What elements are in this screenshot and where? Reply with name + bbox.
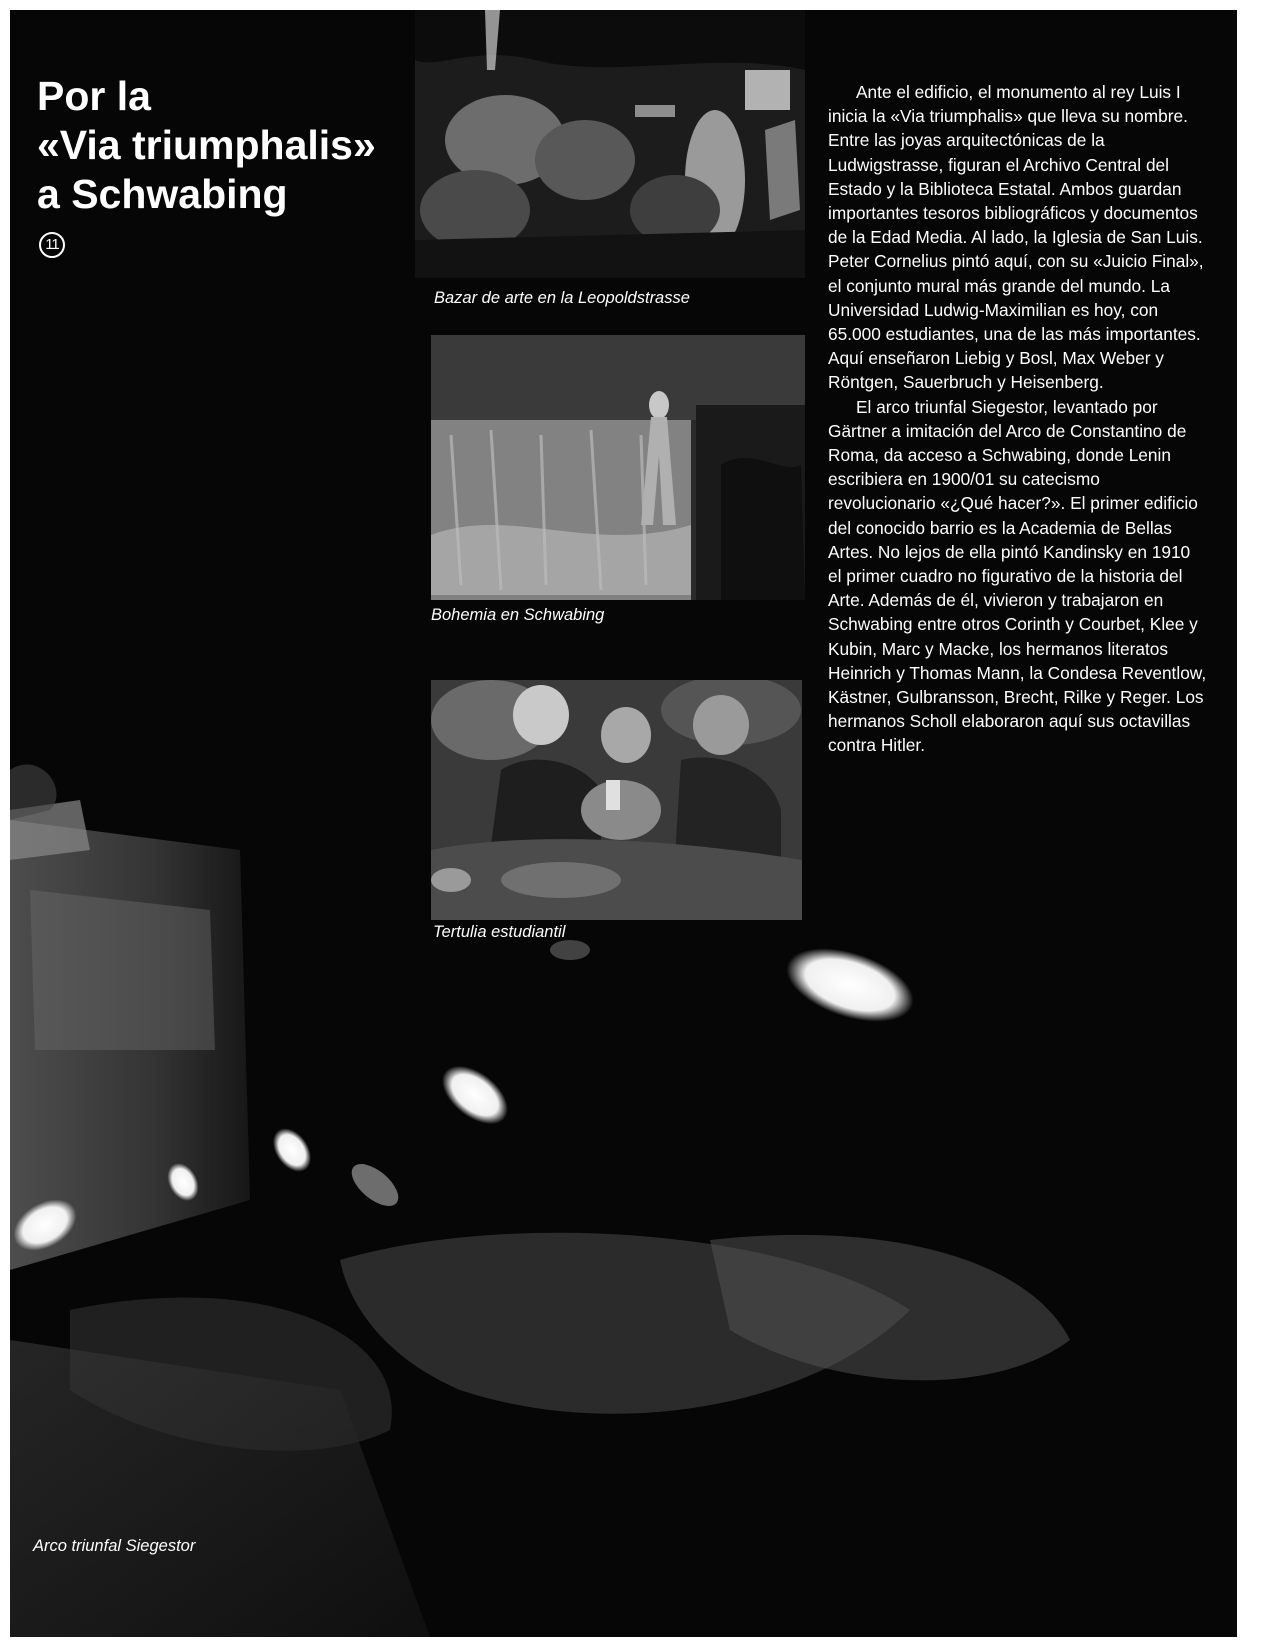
caption-art-bazaar: Bazar de arte en la Leopoldstrasse	[434, 289, 690, 307]
page	[10, 10, 1237, 1637]
photo-student-gathering	[431, 680, 802, 920]
caption-student-gathering: Tertulia estudiantil	[433, 923, 566, 941]
title-line-3: a Schwabing	[37, 171, 288, 217]
stop-number-badge: 11	[39, 232, 65, 258]
article-body	[828, 80, 1208, 758]
photo-bohemia	[431, 335, 805, 600]
title-line-2: «Via triumphalis»	[37, 122, 376, 168]
photo-art-bazaar	[415, 10, 805, 278]
caption-bohemia: Bohemia en Schwabing	[431, 606, 605, 624]
caption-siegestor: Arco triunfal Siegestor	[33, 1537, 196, 1555]
page-title	[37, 72, 437, 219]
title-line-1: Por la	[37, 73, 151, 119]
article-paragraph: El arco triunfal Siegestor, levantado por Gärtner a imitación del Arco de Constantino de Roma, da acceso a Schwabing, donde Lenin escribiera en 1900/01 su catecismo revolucionario «¿Qué hacer?». El primer edificio del conocido barrio es la Academia de Bellas Artes. No lejos de ella pintó Kandinsky en 1910 el primer cuadro no figurativo de la historia del Arte. Además de él, vivieron y trabajaron en Schwabing entre otros Corinth y Courbet, Klee y Kubin, Marc y Macke, los hermanos literatos Heinrich y Thomas Mann, la Condesa Reventlow, Kästner, Gulbransson, Brecht, Rilke y Reger. Los hermanos Scholl elaboraron aquí sus octavillas contra Hitler.	[828, 396, 1207, 756]
article-paragraph: Ante el edificio, el monumento al rey Luis I inicia la «Via triumphalis» que lleva su nombre. Entre las joyas arquitectónicas de la Ludwigstrasse, figuran el Archivo Central del Estado y la Biblioteca Estatal. Ambos guardan importantes tesoros bibliográficos y documentos de la Edad Media. Al lado, la Iglesia de San Luis. Peter Cornelius pintó aquí, con su «Juicio Final», el conjunto mural más grande del mundo. La Universidad Ludwig-Maximilian es hoy, con 65.000 estudiantes, una de las más importantes. Aquí enseñaron Liebig y Bosl, Max Weber y Röntgen, Sauerbruch y Heisenberg.	[828, 82, 1204, 393]
